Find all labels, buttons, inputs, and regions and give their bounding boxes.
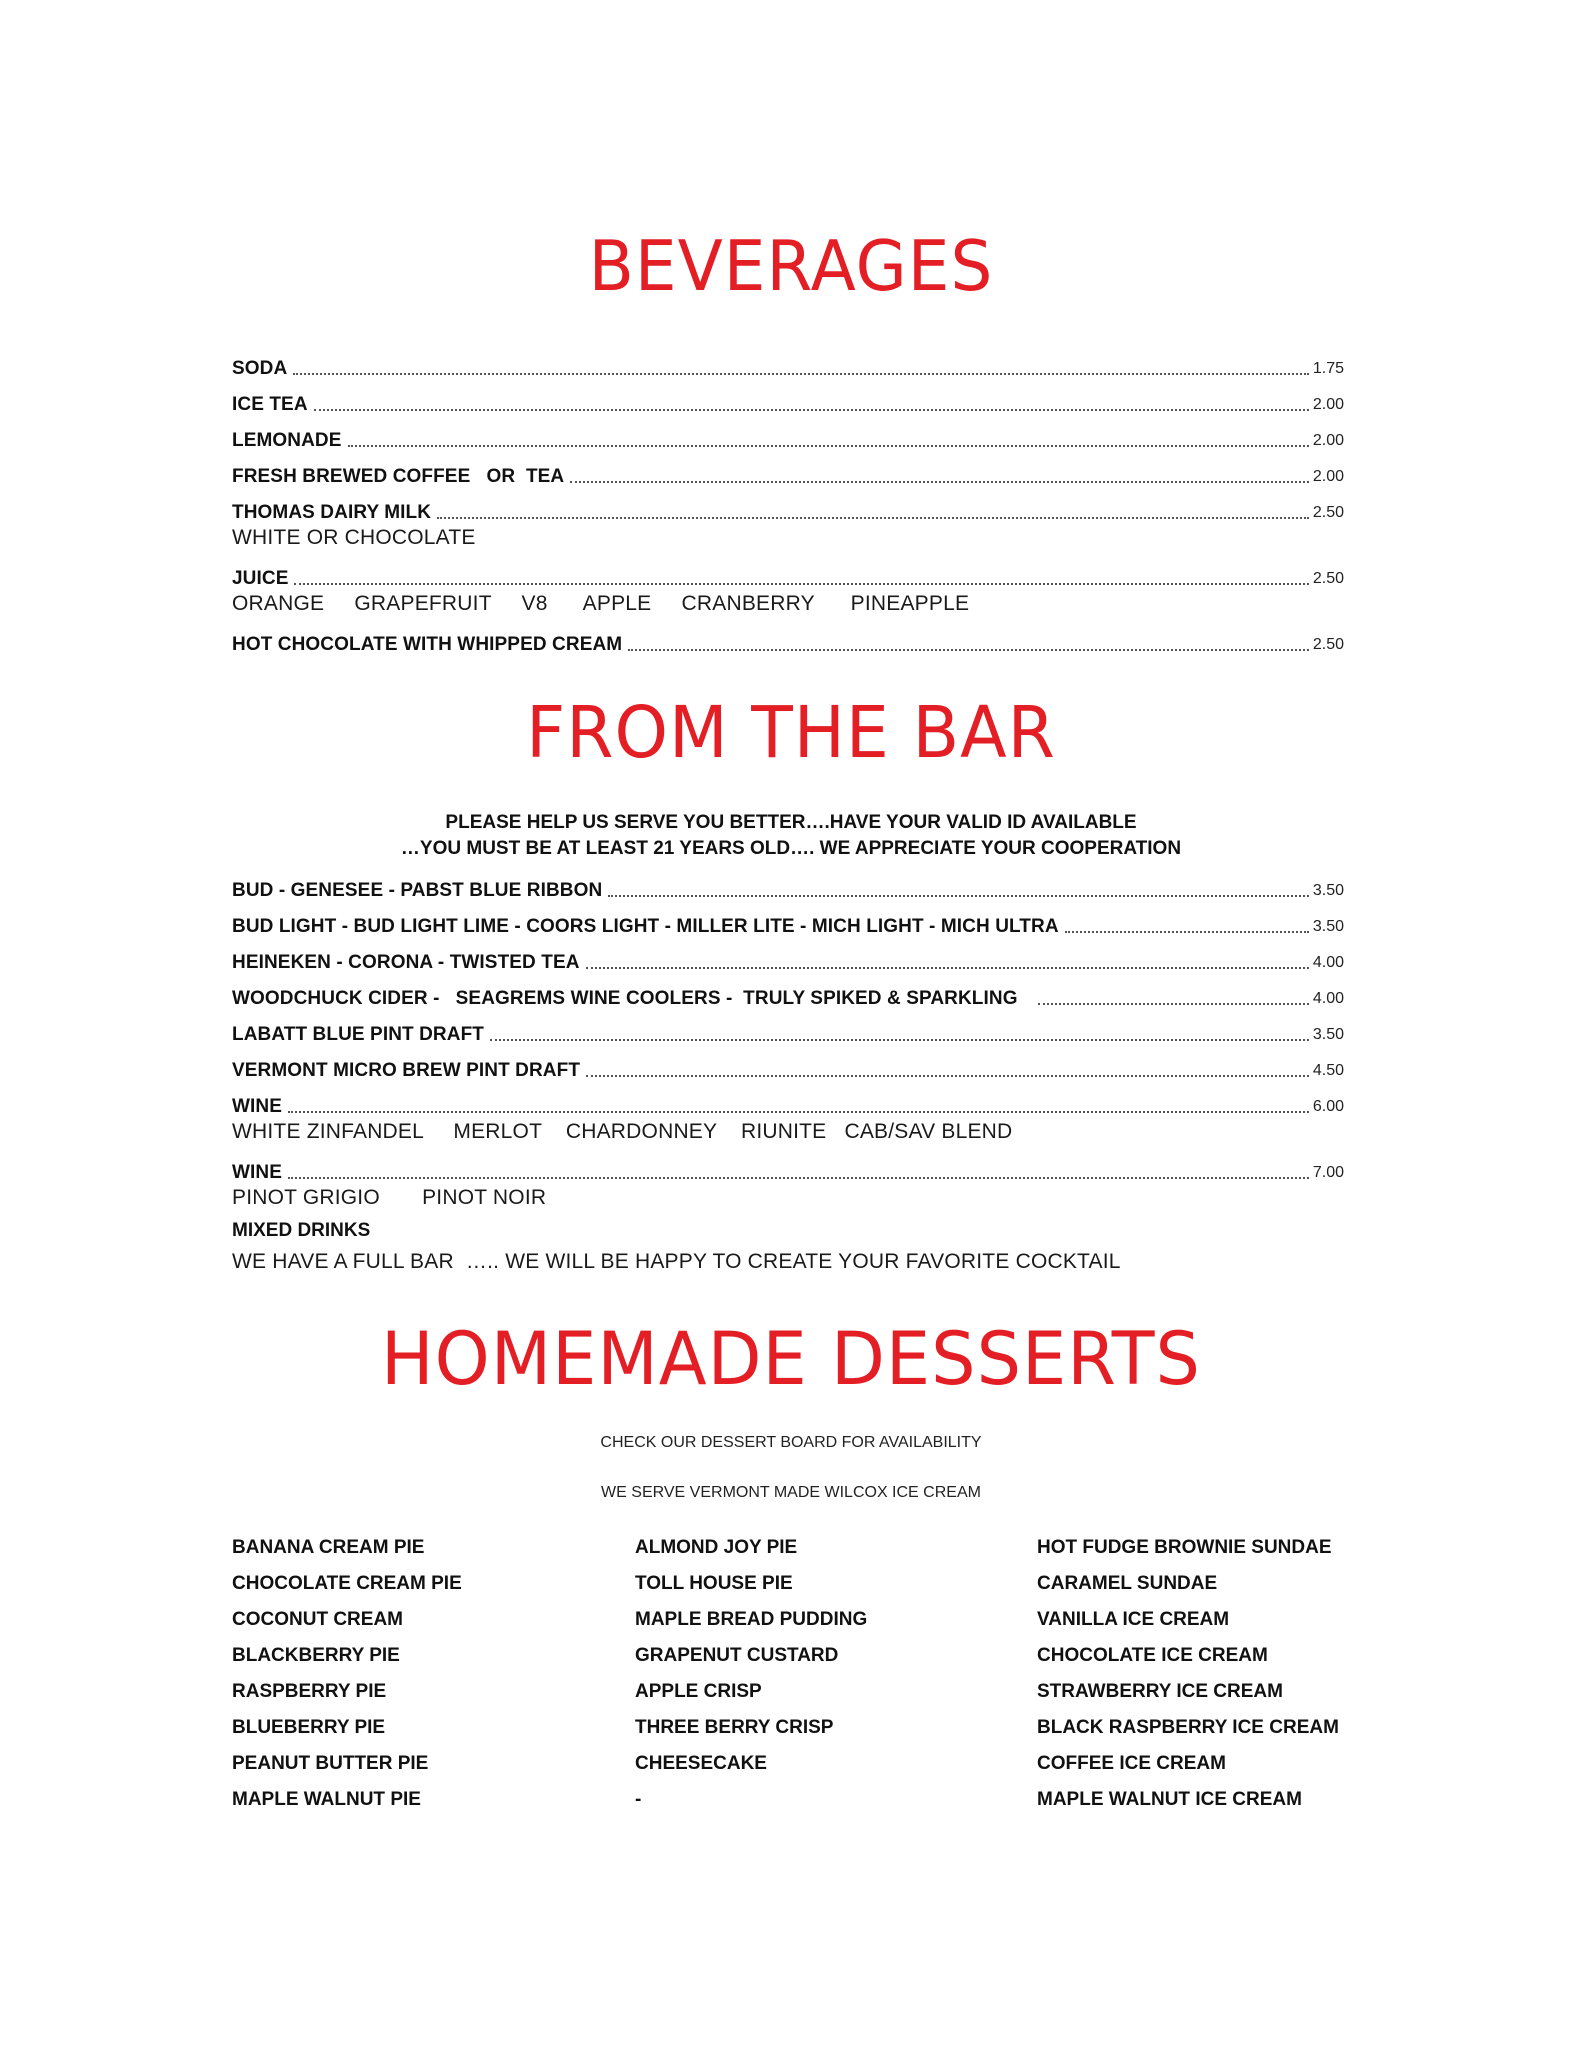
- dot-leader: [608, 895, 1309, 897]
- menu-item: [232, 1046, 1344, 1082]
- dot-leader: [293, 373, 1309, 375]
- item-price: 3.50: [1312, 882, 1344, 899]
- dot-leader: [314, 409, 1309, 411]
- item-price: 2.00: [1312, 396, 1344, 413]
- menu-item: [232, 416, 1344, 452]
- dot-leader: [288, 1111, 1309, 1113]
- dessert-item: COFFEE ICE CREAM: [1037, 1753, 1226, 1774]
- dessert-item: MAPLE WALNUT PIE: [232, 1789, 421, 1810]
- dot-leader: [628, 649, 1309, 651]
- item-price: 2.00: [1312, 432, 1344, 449]
- menu-item: [232, 902, 1344, 938]
- item-price: 4.00: [1312, 990, 1344, 1007]
- menu-item: [232, 866, 1344, 902]
- item-price: 2.00: [1312, 468, 1344, 485]
- menu-item: [232, 1082, 1344, 1118]
- dot-leader: [348, 445, 1309, 447]
- menu-item: [232, 1148, 1344, 1184]
- dessert-item: CHOCOLATE ICE CREAM: [1037, 1645, 1268, 1666]
- item-price: 4.00: [1312, 954, 1344, 971]
- item-name: HEINEKEN - CORONA - TWISTED TEA: [232, 952, 580, 973]
- dot-leader: [1038, 1003, 1309, 1005]
- item-price: 3.50: [1312, 918, 1344, 935]
- dessert-item: GRAPENUT CUSTARD: [635, 1645, 839, 1666]
- item-options: WHITE ZINFANDEL MERLOT CHARDONNEY RIUNITE CAB/SAV BLEND: [232, 1120, 1013, 1143]
- item-name: FRESH BREWED COFFEE OR TEA: [232, 466, 565, 487]
- dot-leader: [586, 1075, 1309, 1077]
- item-name: LABATT BLUE PINT DRAFT: [232, 1024, 484, 1045]
- mixed-drinks-name: MIXED DRINKS: [232, 1220, 371, 1241]
- menu-item: [232, 1010, 1344, 1046]
- menu-item: [232, 974, 1344, 1010]
- dot-leader: [586, 967, 1309, 969]
- dessert-item: MAPLE BREAD PUDDING: [635, 1609, 868, 1630]
- desserts-title: HOMEMADE DESSERTS: [381, 1315, 1201, 1403]
- item-name: WOODCHUCK CIDER - SEAGREMS WINE COOLERS - TRULY SPIKED & SPARKLING: [232, 988, 1018, 1009]
- dessert-item: COCONUT CREAM: [232, 1609, 403, 1630]
- dessert-item: CHEESECAKE: [635, 1753, 767, 1774]
- id-notice-line: PLEASE HELP US SERVE YOU BETTER….HAVE YOUR VALID ID AVAILABLE: [445, 812, 1137, 833]
- dessert-item: CHOCOLATE CREAM PIE: [232, 1573, 462, 1594]
- dessert-item: BLUEBERRY PIE: [232, 1717, 386, 1738]
- dessert-item: BLACKBERRY PIE: [232, 1645, 400, 1666]
- item-price: 3.50: [1312, 1026, 1344, 1043]
- dessert-item: BANANA CREAM PIE: [232, 1537, 425, 1558]
- bar-title: FROM THE BAR: [526, 692, 1056, 775]
- item-options: ORANGE GRAPEFRUIT V8 APPLE CRANBERRY PINEAPPLE: [232, 592, 970, 615]
- menu-item: [232, 344, 1344, 380]
- dot-leader: [437, 517, 1309, 519]
- item-name: WINE: [232, 1162, 283, 1183]
- dessert-item: TOLL HOUSE PIE: [635, 1573, 793, 1594]
- item-price: 2.50: [1312, 636, 1344, 653]
- item-price: 2.50: [1312, 570, 1344, 587]
- dessert-item: MAPLE WALNUT ICE CREAM: [1037, 1789, 1302, 1810]
- item-price: 7.00: [1312, 1164, 1344, 1181]
- mixed-drinks-description: WE HAVE A FULL BAR ….. WE WILL BE HAPPY TO CREATE YOUR FAVORITE COCKTAIL: [232, 1250, 1121, 1273]
- item-name: BUD LIGHT - BUD LIGHT LIME - COORS LIGHT - MILLER LITE - MICH LIGHT - MICH ULTRA: [232, 916, 1059, 937]
- ice-cream-note: WE SERVE VERMONT MADE WILCOX ICE CREAM: [601, 1484, 981, 1501]
- dessert-item: BLACK RASPBERRY ICE CREAM: [1037, 1717, 1339, 1738]
- item-price: 6.00: [1312, 1098, 1344, 1115]
- dessert-item: RASPBERRY PIE: [232, 1681, 387, 1702]
- dessert-item: -: [635, 1789, 642, 1810]
- dessert-item: VANILLA ICE CREAM: [1037, 1609, 1230, 1630]
- item-price: 1.75: [1312, 360, 1344, 377]
- item-name: HOT CHOCOLATE WITH WHIPPED CREAM: [232, 634, 623, 655]
- menu-item: [232, 452, 1344, 488]
- menu-item: [232, 380, 1344, 416]
- dot-leader: [490, 1039, 1309, 1041]
- dot-leader: [294, 583, 1308, 585]
- dot-leader: [288, 1177, 1309, 1179]
- dessert-item: STRAWBERRY ICE CREAM: [1037, 1681, 1283, 1702]
- dessert-item: THREE BERRY CRISP: [635, 1717, 834, 1738]
- age-notice-line: …YOU MUST BE AT LEAST 21 YEARS OLD…. WE APPRECIATE YOUR COOPERATION: [400, 838, 1182, 859]
- item-name: ICE TEA: [232, 394, 308, 415]
- dessert-column-1: [232, 1530, 632, 1818]
- dessert-item: HOT FUDGE BROWNIE SUNDAE: [1037, 1537, 1332, 1558]
- item-price: 4.50: [1312, 1062, 1344, 1079]
- item-options: PINOT GRIGIO PINOT NOIR: [232, 1186, 547, 1209]
- item-name: THOMAS DAIRY MILK: [232, 502, 432, 523]
- dessert-availability-note: CHECK OUR DESSERT BOARD FOR AVAILABILITY: [600, 1434, 982, 1451]
- dessert-item: PEANUT BUTTER PIE: [232, 1753, 429, 1774]
- dot-leader: [570, 481, 1309, 483]
- dot-leader: [1065, 931, 1309, 933]
- item-name: LEMONADE: [232, 430, 342, 451]
- beverages-title: BEVERAGES: [588, 226, 994, 307]
- menu-item: [232, 938, 1344, 974]
- item-name: VERMONT MICRO BREW PINT DRAFT: [232, 1060, 581, 1081]
- menu-item: [232, 554, 1344, 590]
- bar-list: [232, 866, 1344, 1278]
- dessert-item: ALMOND JOY PIE: [635, 1537, 798, 1558]
- beverages-list: [232, 344, 1344, 656]
- dessert-item: CARAMEL SUNDAE: [1037, 1573, 1218, 1594]
- item-name: JUICE: [232, 568, 289, 589]
- menu-item: [232, 488, 1344, 524]
- item-price: 2.50: [1312, 504, 1344, 521]
- item-name: WINE: [232, 1096, 283, 1117]
- menu-item: [232, 620, 1344, 656]
- item-name: SODA: [232, 358, 288, 379]
- item-options: WHITE OR CHOCOLATE: [232, 526, 476, 549]
- dessert-column-2: [635, 1530, 1035, 1818]
- dessert-column-3: [1037, 1530, 1437, 1818]
- dessert-item: APPLE CRISP: [635, 1681, 762, 1702]
- item-name: BUD - GENESEE - PABST BLUE RIBBON: [232, 880, 603, 901]
